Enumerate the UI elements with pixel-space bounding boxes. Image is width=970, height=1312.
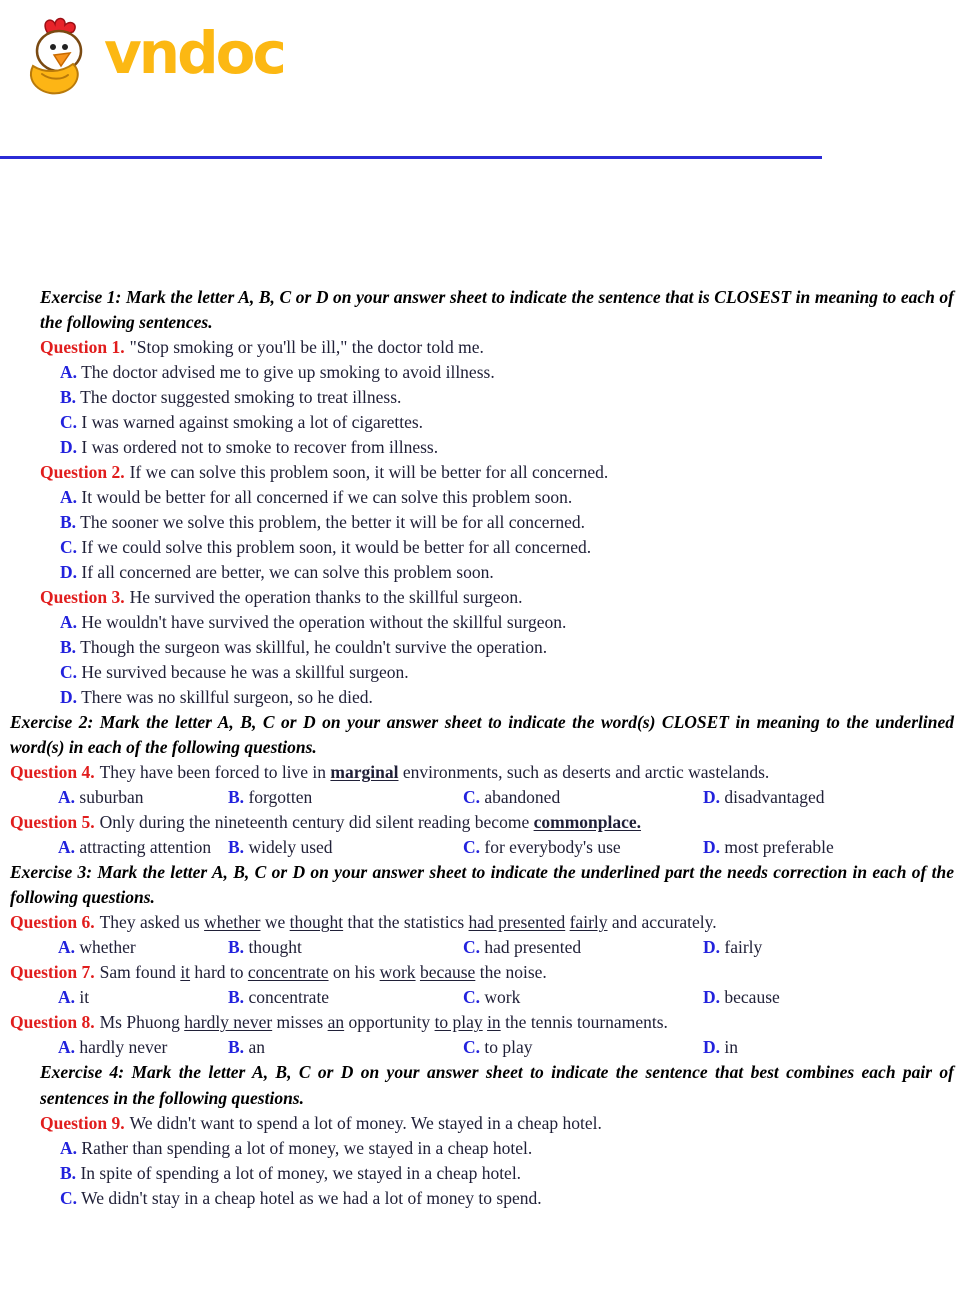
page-header: [10, 14, 954, 159]
chicken-mascot-icon: [16, 14, 100, 100]
stem-text: whether: [204, 912, 261, 933]
option-text: whether: [79, 937, 136, 958]
option: [60, 360, 954, 385]
option: [463, 935, 703, 960]
option: [703, 935, 954, 960]
option: [703, 985, 954, 1010]
option-text: The doctor advised me to give up smoking to avoid illness.: [81, 362, 495, 383]
option-letter: A.: [60, 362, 78, 383]
option: [58, 835, 228, 860]
option: [60, 435, 954, 460]
options-group: [60, 1136, 954, 1211]
question-block: [40, 1111, 954, 1211]
exam-content: [10, 285, 954, 1211]
option: [60, 1186, 954, 1211]
question-block: [10, 960, 954, 1010]
stem-text: commonplace.: [533, 812, 642, 833]
option: [463, 1035, 703, 1060]
stem-text: had presented: [468, 912, 566, 933]
option: [60, 1136, 954, 1161]
stem-text: We didn't want to spend a lot of money. We stayed in a cheap hotel.: [129, 1112, 602, 1133]
stem-text: Ms Phuong: [99, 1012, 185, 1033]
option-text: had presented: [484, 937, 582, 958]
option-text: because: [724, 987, 780, 1008]
option-text: In spite of spending a lot of money, we stayed in a cheap hotel.: [80, 1162, 522, 1183]
option-text: If we could solve this problem soon, it would be better for all concerned.: [81, 537, 592, 558]
options-group: [60, 485, 954, 585]
option-text: concentrate: [248, 987, 330, 1008]
option-letter: B.: [228, 837, 245, 858]
option-text: suburban: [79, 787, 144, 808]
stem-text: on his: [328, 962, 380, 983]
options-group: [60, 610, 954, 710]
option-letter: B.: [60, 1162, 77, 1183]
option-text: The doctor suggested smoking to treat illness.: [80, 387, 402, 408]
stem-text: hardly never: [184, 1012, 273, 1033]
question-block: [10, 760, 954, 810]
option: [463, 985, 703, 1010]
question-stem: [10, 1010, 954, 1035]
question-block: [10, 810, 954, 860]
question-label: Question 8.: [10, 1012, 95, 1033]
option-letter: A.: [58, 987, 76, 1008]
question-label: Question 5.: [10, 812, 95, 833]
option-letter: D.: [703, 987, 721, 1008]
option: [60, 660, 954, 685]
question-stem: [40, 1111, 954, 1136]
option-text: I was ordered not to smoke to recover from illness.: [81, 437, 439, 458]
option-letter: A.: [60, 487, 78, 508]
stem-text: misses: [272, 1012, 328, 1033]
option-letter: C.: [463, 787, 481, 808]
option-letter: D.: [703, 837, 721, 858]
option: [703, 785, 954, 810]
option-letter: A.: [58, 1037, 76, 1058]
option-letter: A.: [58, 787, 76, 808]
option: [60, 535, 954, 560]
question-block: [10, 1010, 954, 1060]
option-letter: D.: [703, 1037, 721, 1058]
question-stem: [10, 960, 954, 985]
option-letter: B.: [228, 987, 245, 1008]
option: [60, 635, 954, 660]
option-letter: D.: [60, 687, 78, 708]
option-text: work: [484, 987, 521, 1008]
option: [60, 510, 954, 535]
option: [60, 485, 954, 510]
stem-text: They have been forced to live in: [99, 762, 331, 783]
stem-text: that the statistics: [343, 912, 469, 933]
stem-text: They asked us: [99, 912, 205, 933]
brand-text: vndoc: [104, 19, 284, 87]
option-text: I was warned against smoking a lot of cigarettes.: [81, 412, 424, 433]
header-divider: [0, 156, 822, 159]
option-text: attracting attention: [79, 837, 212, 858]
option: [228, 935, 463, 960]
stem-text: He survived the operation thanks to the skillful surgeon.: [129, 587, 523, 608]
question-block: [40, 585, 954, 710]
stem-text: because: [419, 962, 476, 983]
option: [703, 835, 954, 860]
option-text: We didn't stay in a cheap hotel as we had a lot of money to spend.: [81, 1187, 542, 1208]
option-letter: B.: [60, 387, 77, 408]
question-label: Question 7.: [10, 962, 95, 983]
option-letter: B.: [228, 787, 245, 808]
option: [60, 610, 954, 635]
option-letter: A.: [60, 1137, 78, 1158]
stem-text: the tennis tournaments.: [500, 1012, 668, 1033]
option-text: in: [724, 1037, 739, 1058]
option-letter: C.: [60, 537, 78, 558]
question-block: [40, 335, 954, 460]
stem-text: hard to: [190, 962, 248, 983]
options-group: [60, 360, 954, 460]
stem-text: work: [379, 962, 416, 983]
stem-text: marginal: [330, 762, 399, 783]
stem-text: it: [180, 962, 191, 983]
option-text: forgotten: [248, 787, 313, 808]
option-letter: C.: [463, 837, 481, 858]
stem-text: in: [487, 1012, 501, 1033]
option-text: Though the surgeon was skillful, he couldn't survive the operation.: [80, 637, 548, 658]
option-text: disadvantaged: [724, 787, 825, 808]
options-group: [10, 835, 954, 860]
stem-text: If we can solve this problem soon, it will be better for all concerned.: [129, 462, 609, 483]
option-letter: D.: [60, 437, 78, 458]
question-stem: [10, 810, 954, 835]
option-letter: D.: [60, 562, 78, 583]
exercise-heading: Exercise 4: Mark the letter A, B, C or D on your answer sheet to indicate the sentence that best combines each pair of sentences in the following questions.: [40, 1062, 954, 1108]
options-group: [10, 935, 954, 960]
option-text: for everybody's use: [484, 837, 621, 858]
stem-text: opportunity: [344, 1012, 435, 1033]
option-text: He survived because he was a skillful surgeon.: [81, 662, 409, 683]
exercise-heading: Exercise 2: Mark the letter A, B, C or D on your answer sheet to indicate the word(s) CLOSET in meaning to the underlined word(s) in each of the following questions.: [10, 712, 954, 758]
options-group: [10, 1035, 954, 1060]
stem-text: to play: [434, 1012, 483, 1033]
question-label: Question 9.: [40, 1112, 125, 1133]
stem-text: concentrate: [247, 962, 329, 983]
option-text: it: [79, 987, 90, 1008]
question-label: Question 1.: [40, 337, 125, 358]
stem-text: and accurately.: [607, 912, 717, 933]
question-label: Question 3.: [40, 587, 125, 608]
option: [58, 985, 228, 1010]
option: [60, 385, 954, 410]
option: [228, 835, 463, 860]
stem-text: Sam found: [99, 962, 181, 983]
option-text: abandoned: [484, 787, 561, 808]
stem-text: Only during the nineteenth century did silent reading become: [99, 812, 534, 833]
option: [58, 785, 228, 810]
option: [228, 785, 463, 810]
option: [58, 1035, 228, 1060]
option-letter: D.: [703, 937, 721, 958]
question-label: Question 4.: [10, 762, 95, 783]
option: [58, 935, 228, 960]
option-text: It would be better for all concerned if we can solve this problem soon.: [81, 487, 573, 508]
option-text: widely used: [248, 837, 333, 858]
option-text: thought: [248, 937, 302, 958]
option-letter: C.: [463, 937, 481, 958]
option-letter: C.: [60, 412, 78, 433]
option: [228, 1035, 463, 1060]
stem-text: thought: [289, 912, 344, 933]
option-letter: B.: [60, 512, 77, 533]
option: [60, 410, 954, 435]
question-block: [10, 910, 954, 960]
option-letter: D.: [703, 787, 721, 808]
option: [60, 1161, 954, 1186]
exercise-heading: Exercise 3: Mark the letter A, B, C or D on your answer sheet to indicate the underlined part the needs correction in each of the following questions.: [10, 862, 954, 908]
question-block: [40, 460, 954, 585]
option-text: an: [248, 1037, 265, 1058]
option-letter: B.: [60, 637, 77, 658]
stem-text: fairly: [569, 912, 608, 933]
option-letter: B.: [228, 937, 245, 958]
option-letter: B.: [228, 1037, 245, 1058]
option-text: If all concerned are better, we can solve this problem soon.: [81, 562, 494, 583]
option-letter: C.: [463, 987, 481, 1008]
option-text: fairly: [724, 937, 763, 958]
option-text: There was no skillful surgeon, so he died.: [81, 687, 373, 708]
stem-text: the noise.: [475, 962, 547, 983]
option: [60, 685, 954, 710]
stem-text: we: [260, 912, 290, 933]
question-stem: [10, 910, 954, 935]
options-group: [10, 985, 954, 1010]
question-stem: [40, 335, 954, 360]
option-letter: A.: [58, 837, 76, 858]
option-text: The sooner we solve this problem, the better it will be for all concerned.: [80, 512, 586, 533]
option-letter: A.: [58, 937, 76, 958]
option: [463, 785, 703, 810]
option-text: Rather than spending a lot of money, we stayed in a cheap hotel.: [81, 1137, 533, 1158]
option: [60, 560, 954, 585]
option-text: hardly never: [79, 1037, 168, 1058]
question-label: Question 6.: [10, 912, 95, 933]
stem-text: an: [327, 1012, 345, 1033]
question-label: Question 2.: [40, 462, 125, 483]
stem-text: "Stop smoking or you'll be ill," the doctor told me.: [129, 337, 484, 358]
option: [703, 1035, 954, 1060]
question-stem: [40, 460, 954, 485]
options-group: [10, 785, 954, 810]
option: [463, 835, 703, 860]
option-letter: C.: [60, 1187, 78, 1208]
exercise-heading: Exercise 1: Mark the letter A, B, C or D on your answer sheet to indicate the sentence that is CLOSEST in meaning to each of the following sentences.: [40, 287, 954, 333]
option-letter: C.: [60, 662, 78, 683]
option-letter: C.: [463, 1037, 481, 1058]
option-text: He wouldn't have survived the operation without the skillful surgeon.: [81, 612, 567, 633]
option: [228, 985, 463, 1010]
option-text: to play: [484, 1037, 533, 1058]
question-stem: [40, 585, 954, 610]
vndoc-logo: [16, 14, 954, 100]
option-letter: A.: [60, 612, 78, 633]
stem-text: environments, such as deserts and arctic wastelands.: [398, 762, 770, 783]
option-text: most preferable: [724, 837, 834, 858]
question-stem: [10, 760, 954, 785]
